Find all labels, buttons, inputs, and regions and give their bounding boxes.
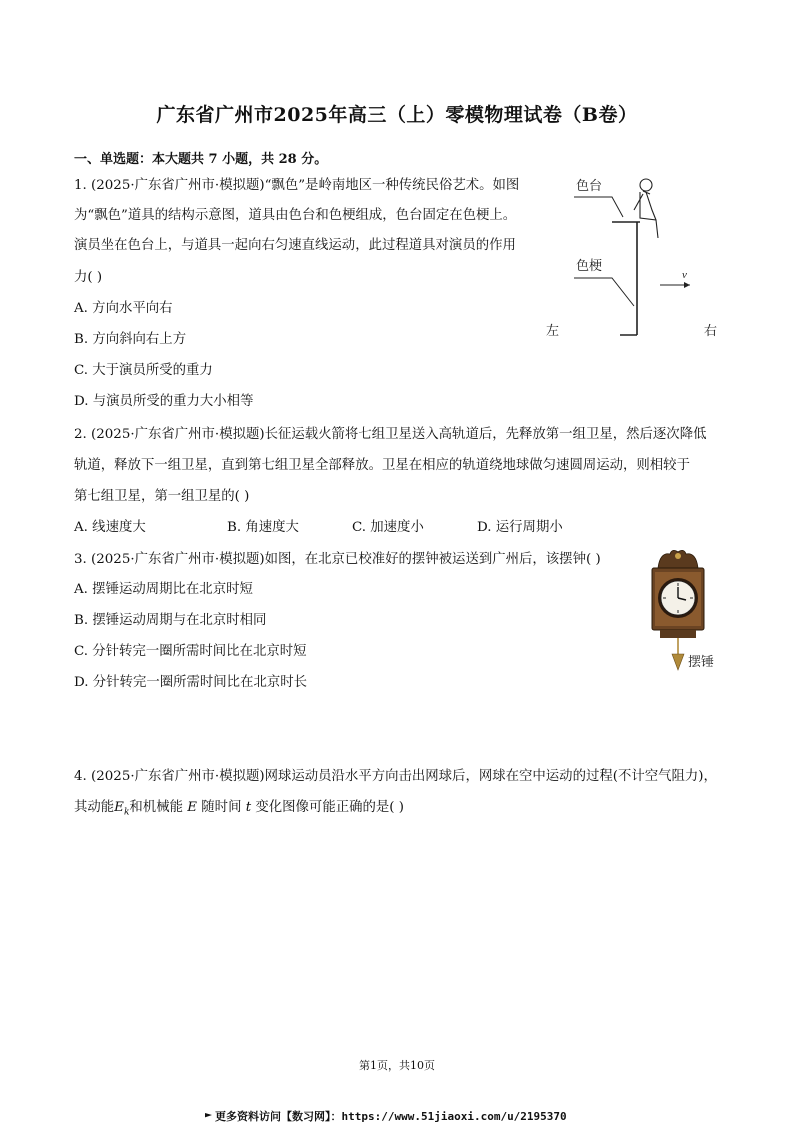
q1-line-1: 1. (2025·广东省广州市·模拟题)“飘色”是岭南地区一种传统民俗艺术。如图 [74,178,520,193]
q1-option-c: C. 大于演员所受的重力 [74,363,213,378]
q4-text-b: 和机械能 [129,800,188,815]
q4-line-2 [74,798,404,823]
q3-option-d: D. 分针转完一圈所需时间比在北京时长 [74,675,308,690]
q1-option-b: B. 方向斜向右上方 [74,332,187,347]
q3-option-b: B. 摆锤运动周期与在北京时相同 [74,613,267,628]
clock-crest [658,550,698,568]
label-left: 左 [546,323,560,338]
q4-var-ek: E [114,800,124,815]
resource-link-text[interactable]: 更多资料访问【数习网】：https://www.51jiaoxi.com/u/2195370 [215,1110,567,1123]
segeng-leader [574,278,634,306]
q4-var-e: E [187,800,198,815]
q3-option-a: A. 摆锤运动周期比在北京时短 [74,582,253,597]
seitai-leader [574,197,623,217]
q2-line-1: 2. (2025·广东省广州市·模拟题)长征运载火箭将七组卫星送入高轨道后，先释放第一组卫星，然后逐次降低 [74,427,707,442]
label-segeng: 色梗 [576,258,603,273]
q2-option-b: B. 角速度大 [227,520,299,535]
flag-icon [205,1113,212,1121]
q4-text-a: 其动能 [74,800,115,815]
label-baichui: 摆锤 [688,654,715,669]
page-footer: 第1页，共10页 [359,1059,435,1072]
q1-option-a: A. 方向水平向右 [74,301,173,316]
page-title: 广东省广州市2025年高三（上）零模物理试卷（B卷） [156,104,638,126]
q2-option-a: A. 线速度大 [74,520,146,535]
q1-line-4: 力( ) [74,270,103,285]
q1-option-d: D. 与演员所受的重力大小相等 [74,394,254,409]
q1-line-2: 为“飘色”道具的结构示意图，道具由色台和色梗组成，色台固定在色梗上。 [74,208,517,223]
q2-option-c: C. 加速度小 [352,520,424,535]
q3-line-1: 3. (2025·广东省广州市·模拟题)如图，在北京已校准好的摆钟被运送到广州后，该摆钟( ) [74,552,601,567]
label-seitai: 色台 [576,178,603,193]
q2-line-2: 轨道，释放下一组卫星，直到第七组卫星全部释放。卫星在相应的轨道绕地球做匀速圆周运动，则相较于 [74,458,690,473]
section-heading: 一、单选题：本大题共 7 小题，共 28 分。 [74,152,328,167]
q4-line-1: 4. (2025·广东省广州市·模拟题)网球运动员沿水平方向击出网球后，网球在空中运动的过程(不计空气阻力)， [74,769,717,784]
piaose-diagram [540,170,730,350]
resource-link[interactable] [205,1108,567,1124]
q4-var-ek-sub: k [123,807,130,818]
velocity-arrowhead [684,282,690,288]
pendulum-bob [672,654,684,670]
q3-option-c: C. 分针转完一圈所需时间比在北京时短 [74,644,307,659]
label-right: 右 [704,323,718,338]
velocity-label: v [682,269,687,281]
q2-line-3: 第七组卫星，第一组卫星的( ) [74,489,250,504]
clock-bottom [660,630,696,638]
q2-option-d: D. 运行周期小 [477,520,563,535]
pendulum-clock-figure [640,548,724,676]
q4-text-c: 随时间 [197,800,246,815]
q4-var-t: t [245,800,252,815]
q1-line-3: 演员坐在色台上，与道具一起向右匀速直线运动，此过程道具对演员的作用 [74,238,516,253]
q4-text-d: 变化图像可能正确的是( ) [251,800,404,815]
